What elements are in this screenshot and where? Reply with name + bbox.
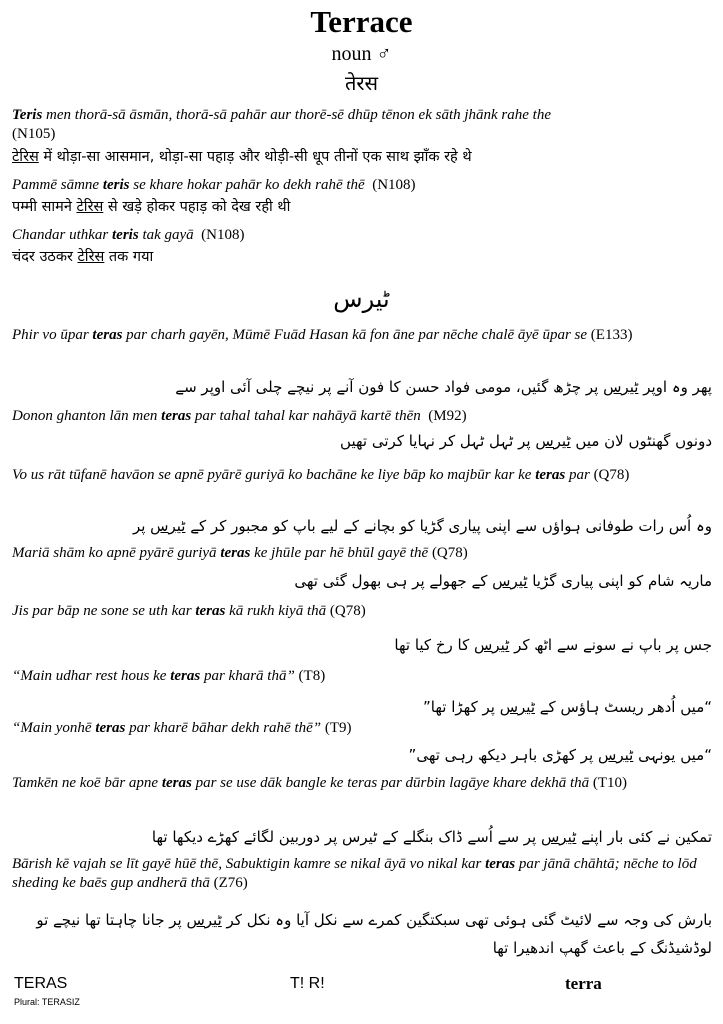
reference: (N108) [372, 177, 416, 193]
reference: (T9) [324, 720, 352, 736]
hindi-example-3-roman: Chandar uthkar teris tak gayā (N108) [12, 227, 245, 243]
hindi-example-2-roman: Pammē sāmne teris se khare hokar pahār ko dekh rahē thē (N108) [12, 177, 416, 193]
pronunciation: T! R! [290, 975, 325, 992]
part-of-speech: noun ♂ [331, 43, 392, 65]
urdu-example-9-roman: Bārish kē vajah se līt gayē hūē thē, Sabuktigin kamre se nikal āyā vo nikal kar teras par jānā chāhtā; nēche to lōd sheding ke baēs gup andherā thā (Z76) [12, 856, 697, 891]
urdu-example-4-roman: Mariā shām ko apnē pyārē guriyā teras ke jhūle par hē bhūl gayē thē (Q78) [12, 545, 468, 561]
hindi-example-3-script: चंदर उठकर टेरिस तक गया [12, 249, 154, 265]
urdu-example-1-script: پھر وہ اوپر ٹیرس پر چڑھ گئیں، مومی فواد حسن کا فون آنے پر نیچے چلی آئی اوپر سے [175, 378, 712, 396]
romanization: TERAS [14, 975, 68, 992]
reference: (M92) [428, 408, 467, 424]
urdu-example-3-roman: Vo us rāt tūfanē havāon se apnē pyārē guriyā ko bachāne ke liye bāp ko majbūr kar ke teras par (Q78) [12, 467, 630, 483]
urdu-example-6-roman: “Main udhar rest hous ke teras par kharā thā” (T8) [12, 668, 326, 684]
urdu-example-5-roman: Jis par bāp ne sone se uth kar teras kā rukh kiyā thā (Q78) [12, 603, 366, 619]
hindi-example-2-script: पम्मी सामने टेरिस से खड़े होकर पहाड़ को देख रही थी [12, 199, 291, 215]
urdu-example-7-script: “میں یونہی ٹیرس پر کھڑی باہر دیکھ رہی تھی” [408, 746, 712, 764]
urdu-example-6-script: “میں اُدھر ریسٹ ہاؤس کے ٹیرس پر کھڑا تھا” [423, 698, 712, 716]
reference: (T8) [298, 668, 326, 684]
etymology: terra [565, 974, 602, 993]
urdu-example-4-script: ماریہ شام کو اپنی پیاری گڑیا ٹیرس کے جھولے پر ہی بھول گئی تھی [294, 572, 712, 590]
urdu-example-3-script: وہ اُس رات طوفانی ہواؤں سے اپنی پیاری گڑیا کو بچانے کے لیے باپ کو مجبور کر کے ٹیرس پر [132, 517, 712, 535]
plural-form: Plural: TERASIZ [14, 997, 80, 1007]
urdu-example-9-script: بارش کی وجہ سے لائیٹ گئی ہوئی تھی سبکتگین کمرے سے نکل آیا وہ نکل کر ٹیرس پر جانا چاہتا تھا نیچے تو لوڈشیڈنگ کے باعث گھپ اندھیرا تھا [36, 911, 712, 957]
hindi-headword: तेरस [344, 71, 379, 95]
reference: (Q78) [593, 467, 630, 483]
reference: (N108) [201, 227, 245, 243]
hindi-example-1-script: टेरिस में थोड़ा-सा आसमान, थोड़ा-सा पहाड़ और थोड़ी-सी धूप तीनों एक साथ झाँक रहे थे [12, 149, 472, 165]
urdu-example-8-roman: Tamkēn ne koē bār apne teras par se use dāk bangle ke teras par dūrbin lagāye khare dekhā thā (T10) [12, 775, 628, 791]
reference: (N105) [12, 126, 56, 142]
reference: (T10) [592, 775, 628, 791]
reference: (Q78) [329, 603, 366, 619]
reference: (E133) [590, 327, 633, 343]
urdu-example-2-roman: Donon ghanton lān men teras par tahal tahal kar nahāyā kartē thēn (M92) [12, 408, 467, 424]
reference: (Q78) [431, 545, 468, 561]
hindi-example-1-roman: Teris men thorā-sā āsmān, thorā-sā pahār aur thorē-sē dhūp tēnon ek sāth jhānk rahe the (N105) [12, 107, 552, 142]
urdu-example-1-roman: Phir vo ūpar teras par charh gayēn, Mūmē Fuād Hasan kā fon āne par nēche chalē āyē ūpar se (E133) [12, 327, 633, 343]
urdu-headword: ٹیرس [333, 285, 390, 313]
urdu-example-2-script: دونوں گھنٹوں لان میں ٹیرس پر ٹہل ٹہل کر نہایا کرتی تھیں [340, 432, 712, 450]
headword: Terrace [310, 4, 413, 39]
urdu-example-5-script: جس پر باپ نے سونے سے اٹھ کر ٹیرس کا رخ کیا تھا [394, 636, 712, 654]
urdu-example-8-script: تمکین نے کئی بار اپنے ٹیرس پر سے اُسے ڈاک بنگلے کے ٹیرس پر دوربین لگائے کھڑے دیکھا تھا [151, 828, 712, 846]
urdu-example-7-roman: “Main yonhē teras par kharē bāhar dekh rahē thē” (T9) [12, 720, 352, 736]
reference: (Z76) [213, 875, 248, 891]
